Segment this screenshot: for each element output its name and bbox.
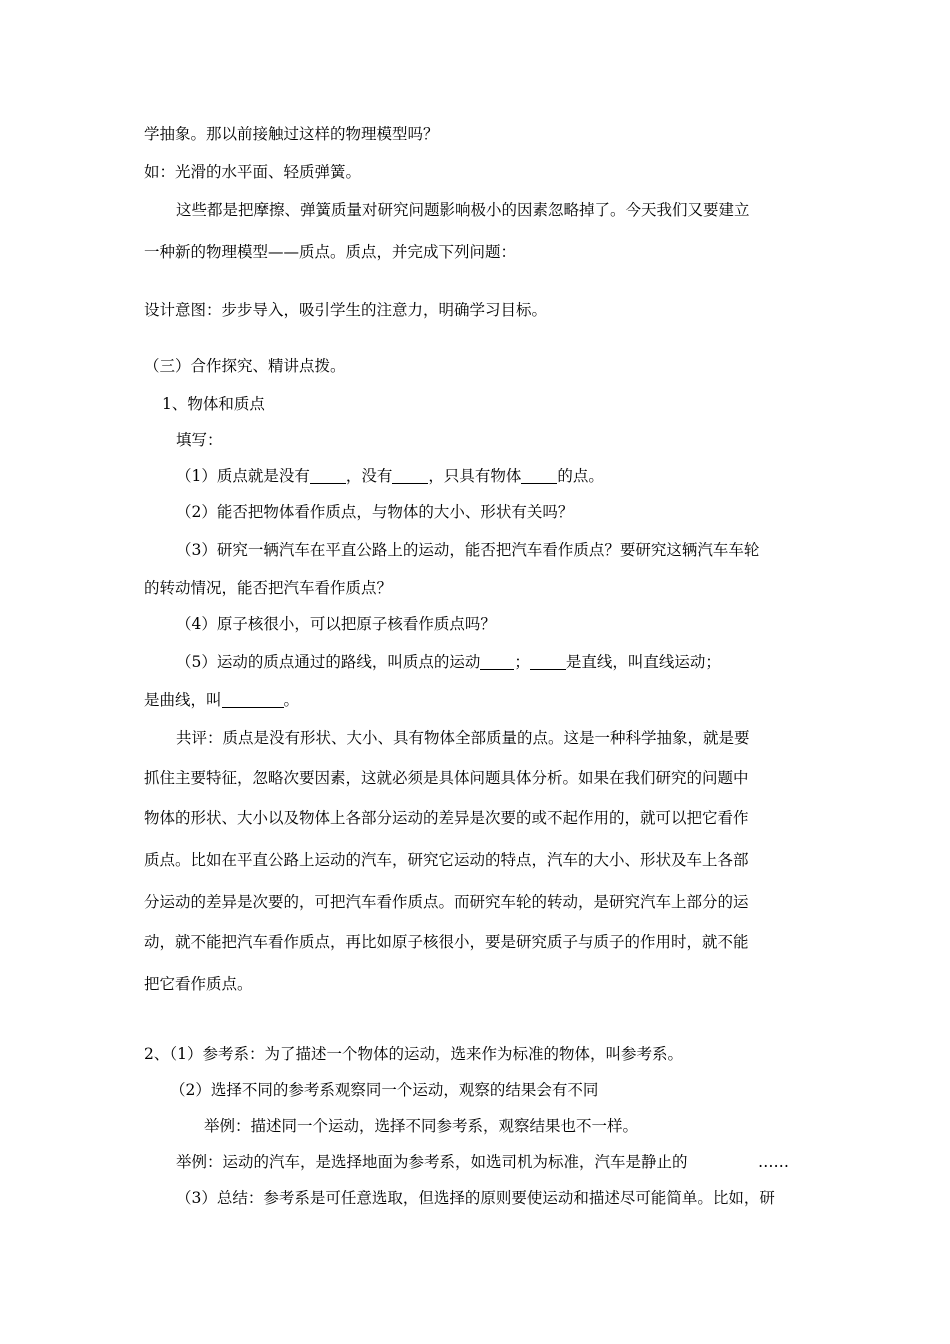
text-line: 填写： [176,431,223,449]
text-line: 如：光滑的水平面、轻质弹簧。 [144,163,362,181]
q1-text-c: ，只具有物体 [428,467,522,485]
text-line: 设计意图：步步导入，吸引学生的注意力，明确学习目标。 [144,301,548,319]
fill-blank [392,469,428,484]
subsection-heading: 1、物体和质点 [162,395,265,413]
question-5-cont [144,690,299,710]
text-line: 共评：质点是没有形状、大小、具有物体全部质量的点。这是一种科学抽象，就是要 [176,729,750,747]
text-line: （3）总结：参考系是可任意选取，但选择的原则要使运动和描述尽可能简单。比如，研 [176,1189,775,1207]
q1-text-d: 的点。 [557,467,604,485]
q1-text-a: （1）质点就是没有 [176,467,310,485]
text-line: 物体的形状、大小以及物体上各部分运动的差异是次要的或不起作用的，就可以把它看作 [144,809,749,827]
question-3: （3）研究一辆汽车在平直公路上的运动，能否把汽车看作质点？要研究这辆汽车车轮 [176,541,760,559]
q5-text-a: （5）运动的质点通过的路线，叫质点的运动 [176,653,481,671]
fill-blank [310,469,346,484]
question-2: （2）能否把物体看作质点，与物体的大小、形状有关吗？ [176,503,574,521]
fill-blank [530,655,566,670]
text-line: 举例：运动的汽车，是选择地面为参考系，如选司机为标准，汽车是静止的 [176,1153,688,1171]
fill-blank [222,693,284,708]
q5-text-c: 是直线，叫直线运动； [565,653,721,671]
question-4: （4）原子核很小，可以把原子核看作质点吗？ [176,615,496,633]
text-line: （2）选择不同的参考系观察同一个运动，观察的结果会有不同 [170,1081,599,1099]
q5-text-b: ； [514,653,530,671]
text-line: 抓住主要特征，忽略次要因素，这就必须是具体问题具体分析。如果在我们研究的问题中 [144,769,749,787]
text-line: 的转动情况，能否把汽车看作质点？ [144,579,393,597]
question-5 [176,652,721,672]
text-line: 2、（1）参考系：为了描述一个物体的运动，选来作为标准的物体，叫参考系。 [144,1045,683,1063]
fill-blank [480,655,514,670]
text-line: 学抽象。那以前接触过这样的物理模型吗？ [144,125,439,143]
text-line: 质点。比如在平直公路上运动的汽车，研究它运动的特点，汽车的大小、形状及车上各部 [144,851,749,869]
text-line: 动，就不能把汽车看作质点，再比如原子核很小，要是研究质子与质子的作用时，就不能 [144,933,749,951]
text-line: 举例：描述同一个运动，选择不同参考系，观察结果也不一样。 [204,1117,639,1135]
text-line: 这些都是把摩擦、弹簧质量对研究问题影响极小的因素忽略掉了。今天我们又要建立 [176,201,750,219]
section-heading: （三）合作探究、精讲点拨。 [144,357,346,375]
q5-text-e: 。 [283,691,300,709]
q1-text-b: ，没有 [345,467,393,485]
fill-blank [521,469,557,484]
text-line: 一种新的物理模型——质点。质点，并完成下列问题： [144,243,517,261]
text-line: 分运动的差异是次要的，可把汽车看作质点。而研究车轮的转动，是研究汽车上部分的运 [144,893,749,911]
q5-text-d: 是曲线，叫 [144,691,222,709]
text-line: 把它看作质点。 [144,975,253,993]
ellipsis: …… [758,1153,789,1171]
question-1 [176,466,604,486]
